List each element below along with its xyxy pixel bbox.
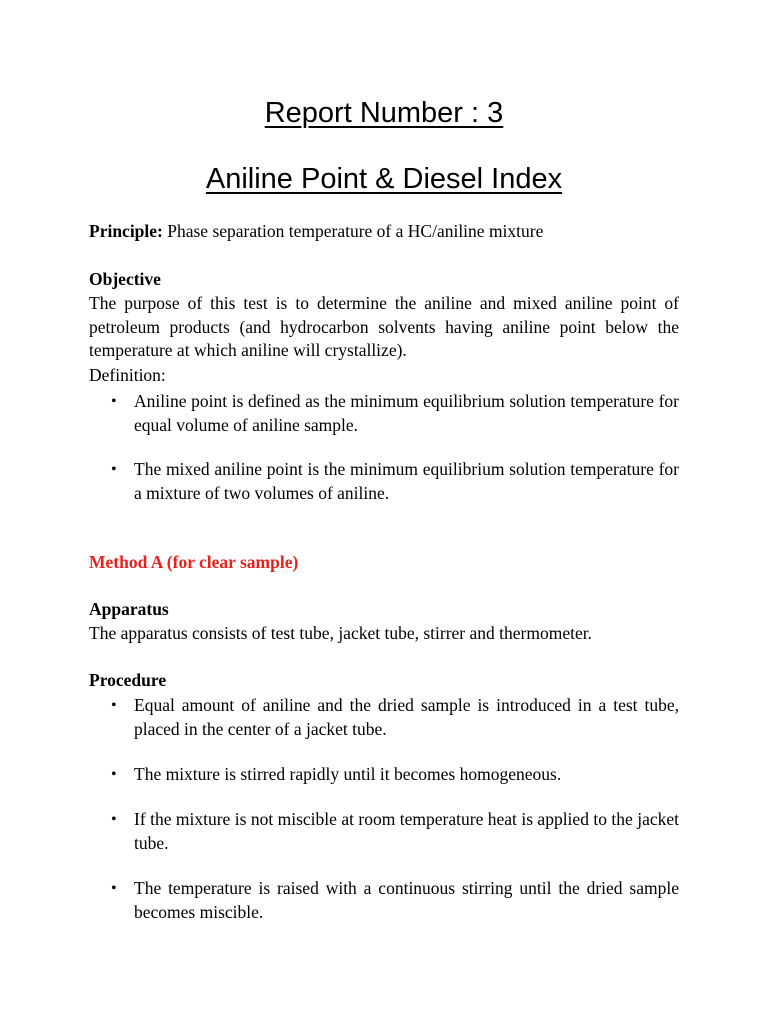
principle-label: Principle:: [89, 221, 163, 241]
procedure-bullet-text: The mixture is stirred rapidly until it becomes homogeneous.: [134, 764, 562, 784]
procedure-bullet-text: If the mixture is not miscible at room temperature heat is applied to the jacket tube.: [134, 809, 679, 853]
definition-label: Definition:: [89, 365, 166, 385]
definition-bullet-2: [89, 458, 679, 505]
apparatus-text: The apparatus consists of test tube, jacket tube, stirrer and thermometer.: [89, 623, 592, 643]
principle-text: Phase separation temperature of a HC/aniline mixture: [162, 221, 544, 241]
bullet-icon: •: [111, 811, 117, 828]
bullet-icon: •: [111, 461, 117, 478]
objective-heading: Objective: [89, 269, 161, 289]
procedure-heading: Procedure: [89, 670, 167, 690]
report-number-title: Report Number : 3: [264, 97, 504, 129]
procedure-bullet-text: The temperature is raised with a continuous stirring until the dried sample becomes miscible.: [134, 878, 679, 922]
bullet-icon: •: [111, 766, 117, 783]
bullet-icon: •: [111, 697, 117, 714]
procedure-bullet-4: [89, 877, 679, 924]
procedure-bullet-2: [89, 763, 679, 787]
objective-text: The purpose of this test is to determine the aniline and mixed aniline point of petroleum products (and hydrocarbon solvents having aniline point below the temperature at which aniline will crystallize).: [89, 293, 679, 360]
bullet-icon: •: [111, 393, 117, 410]
definition-bullet-text: The mixed aniline point is the minimum equilibrium solution temperature for a mixture of two volumes of aniline.: [134, 459, 679, 503]
apparatus-heading: Apparatus: [89, 599, 169, 619]
procedure-bullet-3: [89, 808, 679, 855]
principle-paragraph: [89, 220, 679, 244]
method-heading: Method A (for clear sample): [89, 552, 299, 572]
procedure-bullet-text: Equal amount of aniline and the dried sample is introduced in a test tube, placed in the center of a jacket tube.: [134, 695, 679, 739]
procedure-bullet-1: [89, 694, 679, 741]
definition-bullet-text: Aniline point is defined as the minimum equilibrium solution temperature for equal volume of aniline sample.: [134, 391, 679, 435]
report-subject-title: Aniline Point & Diesel Index: [205, 163, 563, 195]
bullet-icon: •: [111, 880, 117, 897]
definition-bullet-1: [89, 390, 679, 437]
